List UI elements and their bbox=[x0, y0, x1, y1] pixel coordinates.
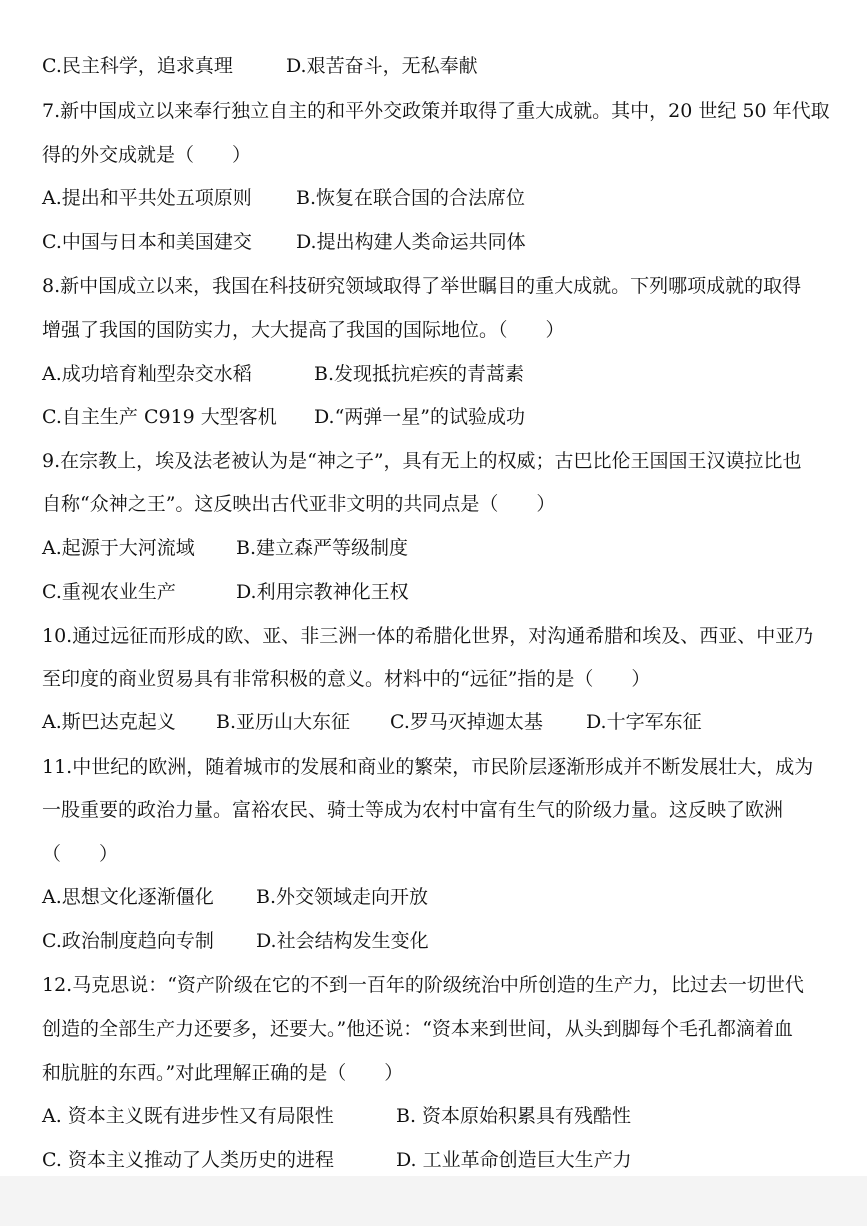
q8-stem-line-2: 增强了我国的国防实力，大大提高了我国的国际地位。（ ） bbox=[42, 319, 565, 341]
q11-stem-line-3: （ ） bbox=[42, 843, 119, 865]
page-bottom-edge bbox=[0, 1176, 867, 1226]
q8-option-c[interactable]: C.自主生产 C919 大型客机 bbox=[42, 406, 277, 428]
q12-option-b[interactable]: B. 资本原始积累具有残酷性 bbox=[396, 1105, 632, 1127]
q12-option-a[interactable]: A. 资本主义既有进步性又有局限性 bbox=[42, 1105, 334, 1127]
q12-option-c[interactable]: C. 资本主义推动了人类历史的进程 bbox=[42, 1149, 334, 1171]
q11-stem-line-1: 11.中世纪的欧洲，随着城市的发展和商业的繁荣，市民阶层逐渐形成并不断发展壮大，成为 bbox=[42, 756, 814, 778]
q7-stem-line-1: 7.新中国成立以来奉行独立自主的和平外交政策并取得了重大成就。其中，20 世纪 50 年代取 bbox=[42, 100, 830, 122]
q7-option-b[interactable]: B.恢复在联合国的合法席位 bbox=[296, 187, 526, 209]
q8-option-a[interactable]: A.成功培育籼型杂交水稻 bbox=[42, 363, 252, 385]
q12-stem-line-1: 12.马克思说：“资产阶级在它的不到一百年的阶级统治中所创造的生产力，比过去一切世代 bbox=[42, 974, 804, 996]
q10-option-a[interactable]: A.斯巴达克起义 bbox=[42, 711, 176, 733]
q12-stem-line-2: 创造的全部生产力还要多，还要大。”他还说：“资本来到世间，从头到脚每个毛孔都滴着血 bbox=[42, 1018, 793, 1040]
q6-option-d[interactable]: D.艰苦奋斗，无私奉献 bbox=[286, 55, 478, 77]
q11-option-b[interactable]: B.外交领域走向开放 bbox=[256, 886, 429, 908]
q9-stem-line-2: 自称“众神之王”。这反映出古代亚非文明的共同点是（ ） bbox=[42, 493, 556, 515]
q9-option-c[interactable]: C.重视农业生产 bbox=[42, 581, 176, 603]
q11-stem-line-2: 一股重要的政治力量。富裕农民、骑士等成为农村中富有生气的阶级力量。这反映了欧洲 bbox=[42, 799, 784, 821]
q11-option-c[interactable]: C.政治制度趋向专制 bbox=[42, 930, 214, 952]
q7-option-d[interactable]: D.提出构建人类命运共同体 bbox=[296, 231, 526, 253]
q12-option-d[interactable]: D. 工业革命创造巨大生产力 bbox=[396, 1149, 632, 1171]
q10-stem-line-2: 至印度的商业贸易具有非常积极的意义。材料中的“远征”指的是（ ） bbox=[42, 668, 651, 690]
q8-stem-line-1: 8.新中国成立以来，我国在科技研究领域取得了举世瞩目的重大成就。下列哪项成就的取得 bbox=[42, 275, 802, 297]
q10-stem-line-1: 10.通过远征而形成的欧、亚、非三洲一体的希腊化世界，对沟通希腊和埃及、西亚、中亚乃 bbox=[42, 625, 814, 647]
q7-option-a[interactable]: A.提出和平共处五项原则 bbox=[42, 187, 252, 209]
q10-option-d[interactable]: D.十字军东征 bbox=[586, 711, 702, 733]
q9-option-d[interactable]: D.利用宗教神化王权 bbox=[236, 581, 409, 603]
q12-stem-line-3: 和肮脏的东西。”对此理解正确的是（ ） bbox=[42, 1062, 404, 1084]
q11-option-a[interactable]: A.思想文化逐渐僵化 bbox=[42, 886, 214, 908]
q8-option-b[interactable]: B.发现抵抗疟疾的青蒿素 bbox=[314, 363, 525, 385]
q7-option-c[interactable]: C.中国与日本和美国建交 bbox=[42, 231, 252, 253]
q8-option-d[interactable]: D.“两弹一星”的试验成功 bbox=[314, 406, 526, 428]
q10-option-b[interactable]: B.亚历山大东征 bbox=[216, 711, 351, 733]
q10-option-c[interactable]: C.罗马灭掉迦太基 bbox=[390, 711, 543, 733]
q11-option-d[interactable]: D.社会结构发生变化 bbox=[256, 930, 429, 952]
q9-option-b[interactable]: B.建立森严等级制度 bbox=[236, 537, 409, 559]
q6-option-c[interactable]: C.民主科学，追求真理 bbox=[42, 55, 233, 77]
q9-stem-line-1: 9.在宗教上，埃及法老被认为是“神之子”，具有无上的权威；古巴比伦王国国王汉谟拉比也 bbox=[42, 450, 802, 472]
q7-stem-line-2: 得的外交成就是（ ） bbox=[42, 144, 252, 166]
q9-option-a[interactable]: A.起源于大河流域 bbox=[42, 537, 195, 559]
